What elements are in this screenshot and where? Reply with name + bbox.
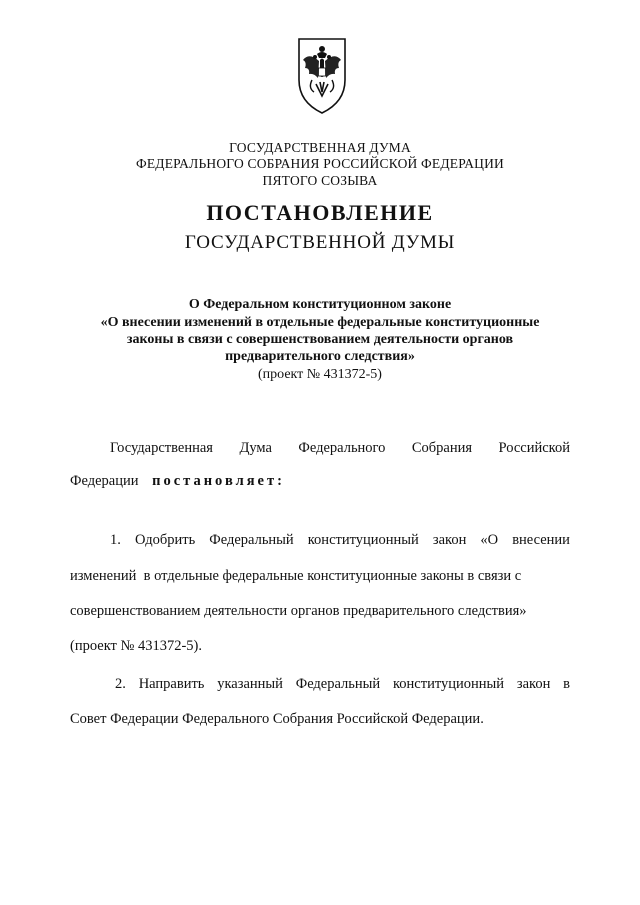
item1-line-4: (проект № 431372-5). [70,638,203,654]
preamble-resolves: постановляет: [152,473,285,489]
document-title: ПОСТАНОВЛЕНИЕ [206,200,434,225]
item2-line-2: Совет Федерации Федерального Собрания Российской Федерации. [70,711,484,727]
item1-word: Федеральный [209,532,294,548]
subject-line-1: О Федеральном конституционном законе [188,297,452,312]
item2-word: конституционный [392,676,505,692]
item1-word: конституционный [307,532,419,548]
subject-line-3: законы в связи с совершенствованием деятельности органов [126,332,514,347]
preamble-federation: Федерации [70,473,139,489]
coat-of-arms-icon [296,36,348,116]
item1-word: «О [480,532,499,548]
item2-word: Федеральный [295,676,381,692]
preamble-word: Федерального [298,440,386,456]
item1-line-2: изменений в отдельные федеральные конституционные законы в связи с [70,568,522,584]
item1-line-1 [110,532,570,549]
subject-line-4: предварительного следствия» [225,349,415,364]
preamble-word: Государственная [110,440,213,456]
item2-word: 2. [115,676,126,692]
bill-number: (проект № 431372-5) [258,367,382,382]
preamble-word: Дума [239,440,272,456]
preamble-line-1 [110,440,570,457]
item2-word: указанный [217,676,283,692]
item1-word: внесении [512,532,570,548]
org-line-3: ПЯТОГО СОЗЫВА [262,173,378,188]
preamble-word: Собрания [411,440,473,456]
item2-word: закон [516,676,551,692]
subject-line-2: «О внесении изменений в отдельные федеральные конституционные [100,315,540,330]
item1-word: Одобрить [134,532,196,548]
org-line-2: ФЕДЕРАЛЬНОГО СОБРАНИЯ РОССИЙСКОЙ ФЕДЕРАЦИИ [136,156,504,171]
item2-word: Направить [138,676,205,692]
preamble-line-2 [70,473,285,490]
item2-word: в [563,676,570,692]
preamble-word: Российской [498,440,570,456]
item1-word: закон [432,532,467,548]
item1-word: 1. [110,532,121,548]
org-line-1: ГОСУДАРСТВЕННАЯ ДУМА [229,140,411,155]
item1-line-3: совершенствованием деятельности органов предварительного следствия» [70,603,527,619]
item2-line-1 [115,676,570,693]
document-subtitle: ГОСУДАРСТВЕННОЙ ДУМЫ [184,232,456,253]
